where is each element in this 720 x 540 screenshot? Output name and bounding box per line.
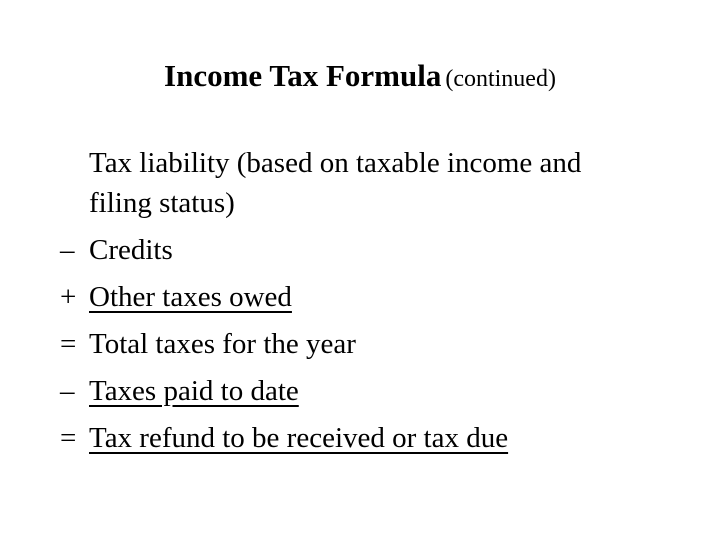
formula-list [60,143,700,465]
formula-line-text: Other taxes owed [89,281,292,313]
formula-line-credits [60,230,700,277]
formula-line-tax-liability-continued [60,183,700,230]
formula-line-text: Tax refund to be received or tax due [89,422,509,454]
formula-line-refund-or-due [60,418,700,465]
formula-line-other-taxes [60,277,700,324]
formula-line-tax-liability [60,143,700,183]
formula-line-taxes-paid [60,371,700,418]
formula-line-text: Credits [89,234,173,266]
formula-operator: + [60,281,77,313]
formula-line-total-taxes [60,324,700,371]
formula-operator: – [60,375,75,407]
formula-line-text: filing status) [89,187,235,219]
title-subtitle: (continued) [445,66,556,92]
formula-line-text: Total taxes for the year [89,328,356,360]
formula-operator: = [60,422,77,454]
formula-operator: – [60,234,75,266]
slide-title [0,58,720,94]
formula-line-text: Tax liability (based on taxable income and [89,147,582,179]
title-main: Income Tax Formula [164,58,442,93]
formula-operator: = [60,328,77,360]
formula-line-text: Taxes paid to date [89,375,299,407]
